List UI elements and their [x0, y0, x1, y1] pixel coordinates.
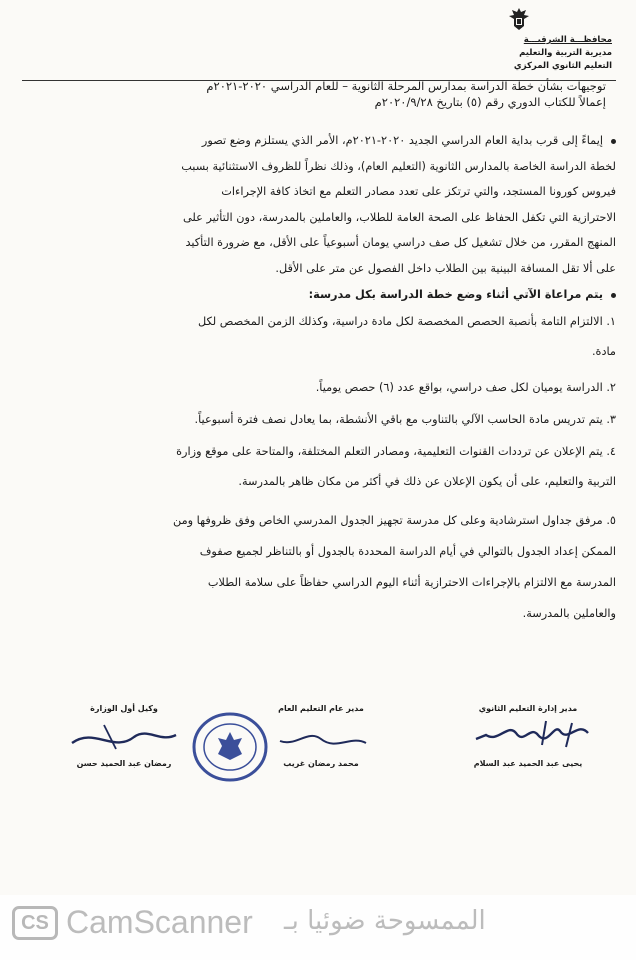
intro-line: لخطة الدراسة الخاصة بالمدارس الثانوية (التعليم العام)، وذلك نظراً للظروف الاستثنائية بسبب: [181, 159, 616, 173]
handwritten-signature-icon: [468, 713, 598, 757]
official-seal-stamp-icon: [190, 710, 270, 784]
list-item: ١. الالتزام التامة بأنصبة الحصص المخصصة لكل مادة دراسية، وكذلك الزمن المخصص لكل مادة.: [197, 315, 616, 358]
camscanner-logo-icon: CS: [12, 906, 58, 940]
camscanner-brand-text: CamScanner: [66, 904, 253, 940]
list-item: ٢. الدراسة يوميان لكل صف دراسي، بواقع عدد (٦) حصص يومياً.: [315, 381, 616, 394]
signature-block-secondary-director: مدير إدارة التعليم الثانوي يحيى عبد الحميد عبد السلام: [458, 704, 598, 768]
document-body: [18, 128, 616, 629]
intro-paragraph: [18, 128, 616, 281]
intro-line: على ألا تقل المسافة البينية بين الطلاب داخل الفصول عن متر على الأقل.: [275, 261, 616, 275]
intro-line: المنهج المقرر، من خلال تشغيل كل صف دراسي يومان أسبوعياً على الأقل، مع ضرورة التأكيد: [185, 236, 616, 249]
handwritten-signature-icon: [266, 713, 376, 757]
document-subject: [46, 78, 606, 110]
letterhead-directorate: مديرية التربية والتعليم: [519, 48, 612, 58]
handwritten-signature-icon: [64, 713, 184, 757]
camscanner-arabic-text: الممسوحة ضوئيا بـ: [284, 906, 486, 936]
eagle-emblem-icon: [508, 6, 530, 32]
intro-line: فيروس كورونا المستجد، والتي ترتكز على تعدد مصادر التعلم مع اتخاذ كافة الإجراءات: [221, 185, 616, 198]
list-item: ٥. مرفق جداول استرشادية وعلى كل مدرسة تجهيز الجدول المدرسي الخاص وفق ظروفها ومن الممكن إعداد الجدول بالتوالي في أيام الدراسة المحددة بالجدول أو بالتناظر لجميع صفوف المدرسة مع الالتزام بالإجراءات الاحترازية أثناء اليوم الدراسي حفاظاً على سلامة الطلاب والعاملين بالمدرسة.: [172, 514, 616, 620]
list-item: ٣. يتم تدريس مادة الحاسب الآلي بالتناوب مع باقي الأنشطة، بما يعادل نصف فترة أسبوعياً.: [194, 413, 616, 426]
subject-line-2: إعمالاً للكتاب الدوري رقم (٥) بتاريخ ٢٠٢٠/٩/٢٨م: [374, 95, 606, 109]
bullet-icon: [611, 293, 616, 298]
subject-line-1: توجيهات بشأن خطة الدراسة بمدارس المرحلة الثانوية – للعام الدراسي ٢٠٢٠-٢٠٢١م: [206, 79, 606, 93]
letterhead-governorate: محافظـــة الشرقيـــة: [523, 35, 612, 45]
section-heading: يتم مراعاة الآتي أثناء وضع خطة الدراسة بكل مدرسة:: [18, 283, 616, 307]
signature-block-general-director: مدير عام التعليم العام محمد رمضان غريب: [256, 704, 386, 768]
letterhead-department: التعليم الثانوي المركزي: [513, 61, 612, 71]
bullet-icon: [611, 139, 616, 144]
intro-line: إيماءً إلى قرب بداية العام الدراسي الجديد ٢٠٢٠-٢٠٢١م، الأمر الذي يستلزم وضع تصور: [18, 128, 616, 154]
signature-block-first-undersecretary: وكيل أول الوزارة رمضان عبد الحميد حسن: [64, 704, 184, 768]
intro-line: الاحترازية التي تكفل الحفاظ على الصحة العامة للطلاب، والعاملين بالمدرسة، دون التأثير على: [182, 210, 616, 224]
header-divider: [22, 80, 616, 81]
letterhead: [452, 34, 612, 73]
list-item: ٤. يتم الإعلان عن ترددات القنوات التعليمية، ومصادر التعلم المختلفة، والمتاحة على موقع وزارة التربية والتعليم، على أن يكون الإعلان عن ذلك في أكثر من مكان ظاهر بالمدرسة.: [176, 445, 616, 488]
